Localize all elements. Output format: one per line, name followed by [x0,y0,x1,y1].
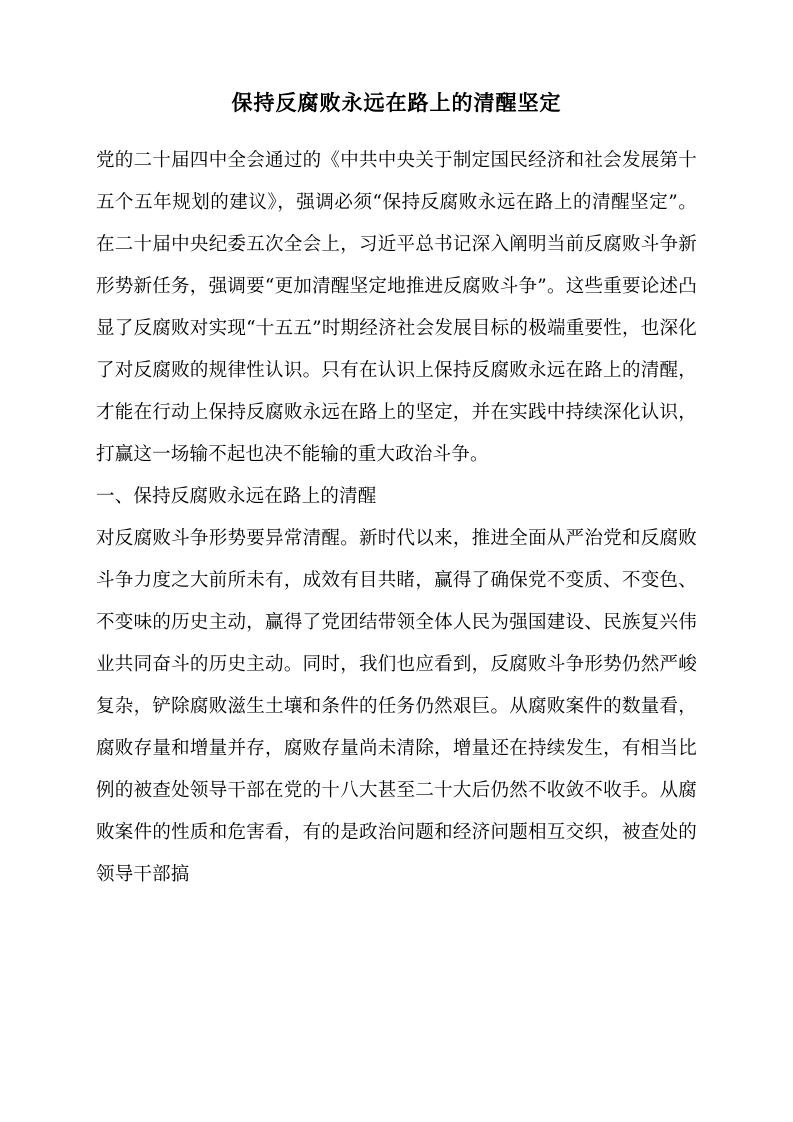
page-title: 保持反腐败永远在路上的清醒坚定 [231,91,562,115]
section-heading-1: 一、保持反腐败永远在路上的清醒 [96,485,377,507]
body-paragraph-1: 党的二十届四中全会通过的《中共中央关于制定国民经济和社会发展第十五个五年规划的建议》，强调必须“保持反腐败永远在路上的清醒坚定”。在二十届中央纪委五次全会上，习近平总书记深入阐明当前反腐败斗争新形势新任务，强调要“更加清醒坚定地推进反腐败斗争”。这些重要论述凸显了反腐败对实现“十五五”时期经济社会发展目标的极端重要性，也深化了对反腐败的规律性认识。只有在认识上保持反腐败永远在路上的清醒，才能在行动上保持反腐败永远在路上的坚定，并在实践中持续深化认识，打赢这一场输不起也决不能输的重大政治斗争。 [96,149,697,465]
body-paragraph-2: 对反腐败斗争形势要异常清醒。新时代以来，推进全面从严治党和反腐败斗争力度之大前所未有，成效有目共睹，赢得了确保党不变质、不变色、不变味的历史主动，赢得了党团结带领全体人民为强国建设、民族复兴伟业共同奋斗的历史主动。同时，我们也应看到，反腐败斗争形势仍然严峻复杂，铲除腐败滋生土壤和条件的任务仍然艰巨。从腐败案件的数量看，腐败存量和增量并存，腐败存量尚未清除，增量还在持续发生，有相当比例的被查处领导干部在党的十八大甚至二十大后仍然不收敛不收手。从腐败案件的性质和危害看，有的是政治问题和经济问题相互交织，被查处的领导干部搞 [96,527,697,885]
